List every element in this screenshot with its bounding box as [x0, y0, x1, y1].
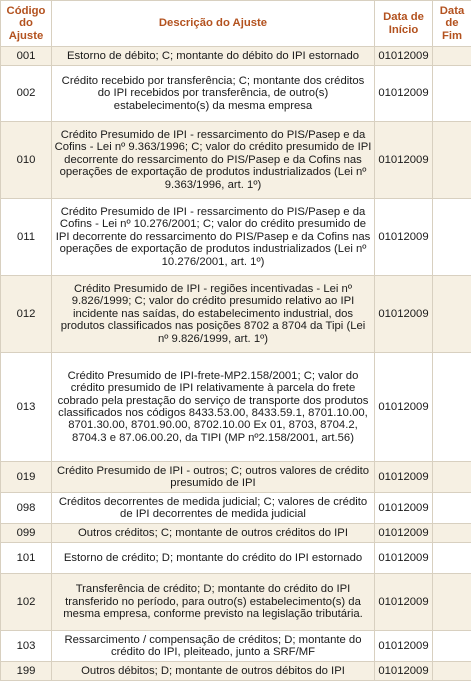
start-date-cell: 01012009	[375, 66, 433, 122]
code-cell: 098	[1, 493, 52, 524]
description-cell: Crédito recebido por transferência; C; montante dos créditos do IPI recebidos por transferência, de outro(s) estabelecimento(s) da mesma empresa	[52, 66, 375, 122]
end-date-cell	[433, 353, 471, 462]
start-date-cell: 01012009	[375, 462, 433, 493]
end-date-cell	[433, 574, 471, 631]
description-cell: Crédito Presumido de IPI - ressarcimento do PIS/Pasep e da Cofins - Lei nº 9.363/1996; C; valor do crédito presumido de IPI decorrente do ressarcimento do PIS/Pasep e da Cofins nas operações de exportação de produtos industrializados (Lei nº 9.363/1996, art. 1º)	[52, 122, 375, 199]
table-row	[1, 493, 471, 524]
start-date-cell: 01012009	[375, 662, 433, 681]
description-cell: Crédito Presumido de IPI-frete-MP2.158/2001; C; valor do crédito presumido de IPI relativamente à parcela do frete cobrado pela prestação do serviço de transporte dos produtos classificados nos códigos 8433.53.00, 8433.59.1, 8701.10.00, 8701.30.00, 8701.90.00, 8702.10.00 Ex 01, 8703, 8704.2, 8704.3 e 87.06.00.20, da TIPI (MP nº2.158/2001, art.56)	[52, 353, 375, 462]
table-row	[1, 47, 471, 66]
table-row	[1, 631, 471, 662]
start-date-cell: 01012009	[375, 122, 433, 199]
description-cell: Estorno de crédito; D; montante do crédito do IPI estornado	[52, 543, 375, 574]
code-cell: 011	[1, 199, 52, 276]
end-date-cell	[433, 199, 471, 276]
end-date-cell	[433, 524, 471, 543]
start-date-cell: 01012009	[375, 353, 433, 462]
header-start-date: Data de Início	[375, 1, 433, 47]
code-cell: 103	[1, 631, 52, 662]
table-row	[1, 662, 471, 681]
header-code: Código do Ajuste	[1, 1, 52, 47]
table-row	[1, 66, 471, 122]
description-cell: Transferência de crédito; D; montante do crédito do IPI transferido no período, para outro(s) estabelecimento(s) da mesma empresa, conforme previsto na legislação tributária.	[52, 574, 375, 631]
description-cell: Outros créditos; C; montante de outros créditos do IPI	[52, 524, 375, 543]
code-cell: 010	[1, 122, 52, 199]
end-date-cell	[433, 662, 471, 681]
table-row	[1, 199, 471, 276]
start-date-cell: 01012009	[375, 47, 433, 66]
code-cell: 013	[1, 353, 52, 462]
table-row	[1, 353, 471, 462]
code-cell: 012	[1, 276, 52, 353]
header-end-date: Data de Fim	[433, 1, 471, 47]
code-cell: 102	[1, 574, 52, 631]
description-cell: Crédito Presumido de IPI - ressarcimento do PIS/Pasep e da Cofins - Lei nº 10.276/2001; C; valor do crédito presumido de IPI decorrente do ressarcimento do PIS/Pasep e da Cofins nas operações de exportação de produtos industrializados (Lei nº 10.276/2001, art. 1º)	[52, 199, 375, 276]
end-date-cell	[433, 631, 471, 662]
end-date-cell	[433, 122, 471, 199]
end-date-cell	[433, 462, 471, 493]
description-cell: Ressarcimento / compensação de créditos; D; montante do crédito do IPI, pleiteado, junto a SRF/MF	[52, 631, 375, 662]
table-body	[1, 47, 471, 681]
description-cell: Crédito Presumido de IPI - regiões incentivadas - Lei nº 9.826/1999; C; valor do crédito presumido relativo ao IPI incidente nas saídas, do estabelecimento industrial, dos produtos classificados nas posições 8702 a 8704 da Tipi (Lei nº 9.826/1999, art. 1º)	[52, 276, 375, 353]
end-date-cell	[433, 543, 471, 574]
code-cell: 002	[1, 66, 52, 122]
table-row	[1, 122, 471, 199]
code-cell: 199	[1, 662, 52, 681]
start-date-cell: 01012009	[375, 493, 433, 524]
end-date-cell	[433, 493, 471, 524]
code-cell: 101	[1, 543, 52, 574]
start-date-cell: 01012009	[375, 199, 433, 276]
start-date-cell: 01012009	[375, 276, 433, 353]
start-date-cell: 01012009	[375, 574, 433, 631]
code-cell: 019	[1, 462, 52, 493]
end-date-cell	[433, 276, 471, 353]
description-cell: Créditos decorrentes de medida judicial; C; valores de crédito de IPI decorrentes de medida judicial	[52, 493, 375, 524]
header-description: Descrição do Ajuste	[52, 1, 375, 47]
description-cell: Crédito Presumido de IPI - outros; C; outros valores de crédito presumido de IPI	[52, 462, 375, 493]
end-date-cell	[433, 47, 471, 66]
table-row	[1, 276, 471, 353]
table-row	[1, 574, 471, 631]
description-cell: Estorno de débito; C; montante do débito do IPI estornado	[52, 47, 375, 66]
start-date-cell: 01012009	[375, 631, 433, 662]
table-row	[1, 524, 471, 543]
description-cell: Outros débitos; D; montante de outros débitos do IPI	[52, 662, 375, 681]
table-row	[1, 462, 471, 493]
table-header-row	[1, 1, 471, 47]
end-date-cell	[433, 66, 471, 122]
code-cell: 001	[1, 47, 52, 66]
start-date-cell: 01012009	[375, 524, 433, 543]
table-row	[1, 543, 471, 574]
start-date-cell: 01012009	[375, 543, 433, 574]
code-cell: 099	[1, 524, 52, 543]
